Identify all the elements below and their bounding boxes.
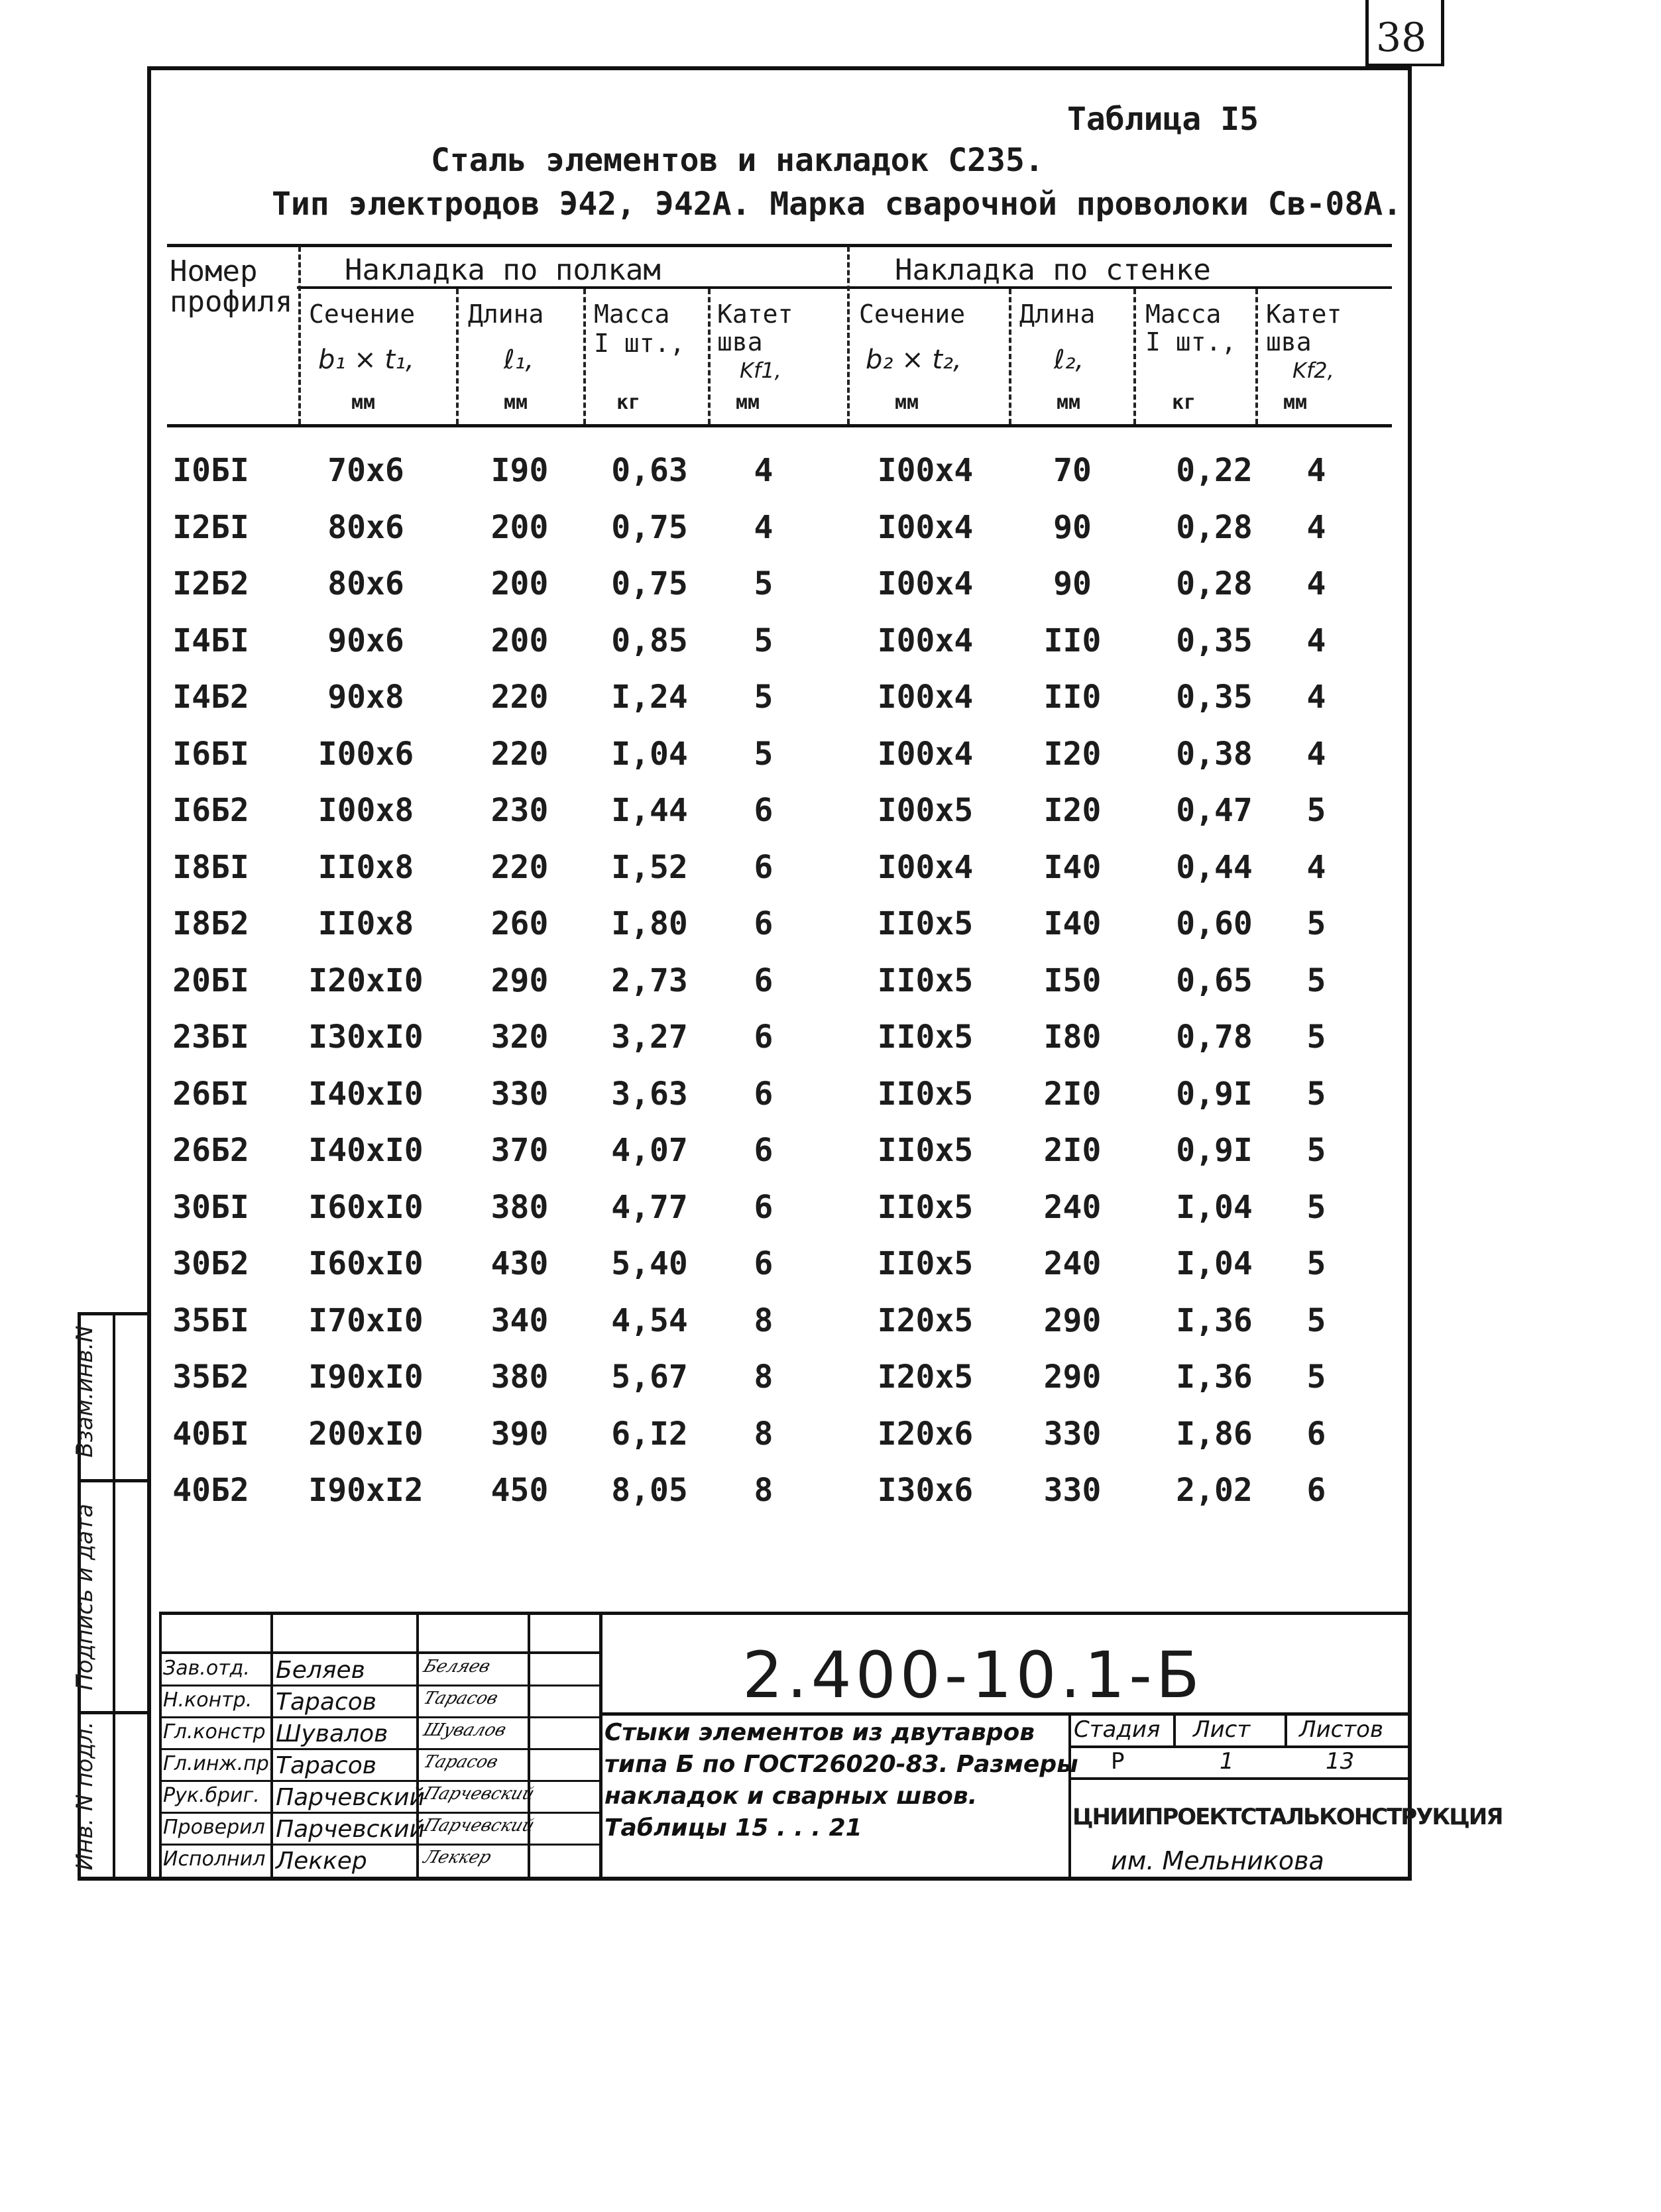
flange-length-cell: I90 <box>490 452 549 489</box>
web-mass-cell: 0,78 <box>1176 1019 1253 1056</box>
web-leg-cell: 6 <box>1306 1472 1326 1509</box>
flange-section-cell: I60xI0 <box>308 1188 424 1226</box>
web-section-cell: I00x4 <box>877 565 974 602</box>
web-section-cell: I20x6 <box>877 1415 974 1453</box>
flange-mass-cell: 6,I2 <box>611 1415 688 1453</box>
flange-mass-cell: 3,63 <box>611 1075 688 1113</box>
web-length-cell: 330 <box>1043 1415 1102 1453</box>
header-web-leg: Катет <box>1266 300 1342 329</box>
header-unit: мм <box>1283 391 1308 414</box>
flange-mass-cell: 8,05 <box>611 1472 688 1509</box>
flange-length-cell: 430 <box>490 1245 549 1282</box>
flange-leg-cell: 6 <box>754 905 773 942</box>
flange-section-cell: II0x8 <box>317 905 414 942</box>
staff-name: Леккер <box>276 1848 367 1875</box>
web-length-cell: 290 <box>1043 1301 1102 1339</box>
profile-number-cell: I2Б2 <box>172 565 249 602</box>
profile-number-cell: 26Б2 <box>172 1132 249 1169</box>
staff-role: Рук.бриг. <box>163 1784 260 1807</box>
header-flange-leg: шва <box>717 327 763 357</box>
header-profile: Номер <box>170 254 258 288</box>
web-section-cell: I00x4 <box>877 622 974 659</box>
flange-leg-cell: 5 <box>754 679 773 716</box>
header-web-mass: Масса <box>1145 300 1222 329</box>
flange-section-cell: 70x6 <box>327 452 404 489</box>
profile-number-cell: 35БI <box>172 1301 249 1339</box>
header-web-length-symbol: ℓ₂, <box>1054 345 1084 375</box>
flange-leg-cell: 5 <box>754 565 773 602</box>
description-line: Стыки элементов из двутавров <box>604 1719 1035 1746</box>
profile-number-cell: 30Б2 <box>172 1245 249 1282</box>
flange-section-cell: II0x8 <box>317 848 414 886</box>
web-section-cell: II0x5 <box>877 1245 974 1282</box>
flange-section-cell: I70xI0 <box>308 1301 424 1339</box>
document-code: 2.400-10.1-Б <box>742 1638 1204 1712</box>
web-leg-cell: 5 <box>1306 1019 1326 1056</box>
flange-length-cell: 290 <box>490 962 549 999</box>
header-web-section-symbol: b₂ × t₂, <box>866 345 962 375</box>
web-leg-cell: 4 <box>1306 452 1326 489</box>
staff-signature: Тарасов <box>421 1688 501 1708</box>
web-mass-cell: I,36 <box>1176 1358 1253 1396</box>
sheet-value: 1 <box>1220 1748 1234 1775</box>
web-mass-cell: 0,44 <box>1176 848 1253 886</box>
web-length-cell: I40 <box>1043 848 1102 886</box>
web-section-cell: II0x5 <box>877 962 974 999</box>
web-leg-cell: 5 <box>1306 1358 1326 1396</box>
header-unit: мм <box>1057 391 1081 414</box>
web-section-cell: I00x4 <box>877 679 974 716</box>
web-mass-cell: 0,35 <box>1176 622 1253 659</box>
flange-leg-cell: 6 <box>754 1245 773 1282</box>
side-swap-inv: Взам.инв.N <box>72 1325 98 1458</box>
web-mass-cell: 0,65 <box>1176 962 1253 999</box>
profile-number-cell: I8БI <box>172 848 249 886</box>
flange-mass-cell: 0,85 <box>611 622 688 659</box>
staff-signature: Шувалов <box>421 1720 509 1740</box>
web-leg-cell: 5 <box>1306 905 1326 942</box>
flange-section-cell: 200xI0 <box>308 1415 424 1453</box>
staff-role: Проверил <box>163 1816 265 1839</box>
staff-role: Гл.инж.пр. <box>163 1752 276 1775</box>
flange-length-cell: 220 <box>490 679 549 716</box>
side-sign-date: Подпись и дата <box>72 1504 98 1690</box>
flange-leg-cell: 6 <box>754 1019 773 1056</box>
web-length-cell: 240 <box>1043 1245 1102 1282</box>
flange-section-cell: I00x6 <box>317 735 414 773</box>
staff-role: Гл.констр <box>163 1720 266 1743</box>
flange-section-cell: I40xI0 <box>308 1132 424 1169</box>
page-number: 38 <box>1376 15 1427 61</box>
flange-length-cell: 390 <box>490 1415 549 1453</box>
web-length-cell: 240 <box>1043 1188 1102 1226</box>
web-length-cell: I80 <box>1043 1019 1102 1056</box>
flange-section-cell: 90x8 <box>327 679 404 716</box>
flange-mass-cell: 5,67 <box>611 1358 688 1396</box>
web-mass-cell: I,04 <box>1176 1245 1253 1282</box>
flange-mass-cell: 0,63 <box>611 452 688 489</box>
web-section-cell: I00x4 <box>877 848 974 886</box>
web-leg-cell: 5 <box>1306 1301 1326 1339</box>
flange-length-cell: 320 <box>490 1019 549 1056</box>
flange-leg-cell: 5 <box>754 735 773 773</box>
staff-signature: Парчевский <box>421 1816 537 1836</box>
web-length-cell: I20 <box>1043 735 1102 773</box>
flange-mass-cell: I,52 <box>611 848 688 886</box>
staff-name: Шувалов <box>276 1720 388 1747</box>
web-section-cell: I00x4 <box>877 452 974 489</box>
header-unit: мм <box>736 391 760 414</box>
flange-leg-cell: 6 <box>754 1188 773 1226</box>
web-section-cell: I30x6 <box>877 1472 974 1509</box>
profile-number-cell: 40Б2 <box>172 1472 249 1509</box>
profile-number-cell: 23БI <box>172 1019 249 1056</box>
web-leg-cell: 5 <box>1306 1075 1326 1113</box>
flange-leg-cell: 4 <box>754 508 773 546</box>
web-leg-cell: 5 <box>1306 792 1326 829</box>
web-mass-cell: 2,02 <box>1176 1472 1253 1509</box>
header-web-length: Длина <box>1019 300 1096 329</box>
flange-section-cell: I20xI0 <box>308 962 424 999</box>
web-length-cell: 2I0 <box>1043 1132 1102 1169</box>
staff-signature: Парчевский <box>421 1784 537 1804</box>
web-leg-cell: 4 <box>1306 565 1326 602</box>
web-leg-cell: 4 <box>1306 735 1326 773</box>
flange-leg-cell: 4 <box>754 452 773 489</box>
profile-number-cell: I4БI <box>172 622 249 659</box>
flange-leg-cell: 5 <box>754 622 773 659</box>
staff-signature: Беляев <box>421 1657 493 1677</box>
flange-length-cell: 450 <box>490 1472 549 1509</box>
web-mass-cell: 0,28 <box>1176 508 1253 546</box>
web-mass-cell: 0,38 <box>1176 735 1253 773</box>
flange-section-cell: 80x6 <box>327 565 404 602</box>
web-length-cell: I50 <box>1043 962 1102 999</box>
web-leg-cell: 4 <box>1306 848 1326 886</box>
web-leg-cell: 5 <box>1306 1188 1326 1226</box>
stage-value: Р <box>1111 1748 1125 1775</box>
web-section-cell: II0x5 <box>877 1132 974 1169</box>
staff-name: Тарасов <box>276 1752 376 1779</box>
flange-mass-cell: 5,40 <box>611 1245 688 1282</box>
flange-mass-cell: 4,77 <box>611 1188 688 1226</box>
header-web-leg-symbol: Kf2, <box>1292 358 1334 383</box>
flange-length-cell: 260 <box>490 905 549 942</box>
staff-name: Беляев <box>276 1657 365 1684</box>
flange-mass-cell: 0,75 <box>611 508 688 546</box>
flange-mass-cell: 3,27 <box>611 1019 688 1056</box>
header-web-leg: шва <box>1266 327 1312 357</box>
web-leg-cell: 6 <box>1306 1415 1326 1453</box>
web-mass-cell: I,36 <box>1176 1301 1253 1339</box>
staff-name: Парчевский <box>276 1784 425 1811</box>
profile-number-cell: 40БI <box>172 1415 249 1453</box>
header-flange-section: Сечение <box>309 300 416 329</box>
web-leg-cell: 5 <box>1306 962 1326 999</box>
staff-signature: Леккер <box>421 1848 494 1867</box>
flange-length-cell: 340 <box>490 1301 549 1339</box>
flange-length-cell: 380 <box>490 1358 549 1396</box>
flange-mass-cell: 0,75 <box>611 565 688 602</box>
flange-section-cell: 90x6 <box>327 622 404 659</box>
flange-mass-cell: I,80 <box>611 905 688 942</box>
profile-number-cell: I6Б2 <box>172 792 249 829</box>
flange-leg-cell: 6 <box>754 1075 773 1113</box>
flange-length-cell: 220 <box>490 848 549 886</box>
flange-section-cell: I30xI0 <box>308 1019 424 1056</box>
sheets-value: 13 <box>1326 1748 1355 1775</box>
web-length-cell: I40 <box>1043 905 1102 942</box>
web-section-cell: II0x5 <box>877 1075 974 1113</box>
header-flange-group: Накладка по полкам <box>345 253 661 287</box>
organization-subtitle: им. Мельникова <box>1111 1846 1324 1875</box>
flange-section-cell: I00x8 <box>317 792 414 829</box>
web-length-cell: I20 <box>1043 792 1102 829</box>
flange-section-cell: I90xI0 <box>308 1358 424 1396</box>
header-unit: кг <box>616 391 641 414</box>
flange-mass-cell: I,24 <box>611 679 688 716</box>
profile-number-cell: 35Б2 <box>172 1358 249 1396</box>
flange-length-cell: 380 <box>490 1188 549 1226</box>
profile-number-cell: I6БI <box>172 735 249 773</box>
header-flange-mass: Масса <box>594 300 670 329</box>
web-mass-cell: 0,47 <box>1176 792 1253 829</box>
web-leg-cell: 4 <box>1306 508 1326 546</box>
stage-label: Стадия <box>1074 1716 1161 1743</box>
flange-section-cell: I40xI0 <box>308 1075 424 1113</box>
flange-mass-cell: 4,54 <box>611 1301 688 1339</box>
header-flange-section-symbol: b₁ × t₁, <box>318 345 414 375</box>
header-profile: профиля <box>170 285 293 319</box>
web-length-cell: 90 <box>1053 508 1092 546</box>
web-mass-cell: I,04 <box>1176 1188 1253 1226</box>
flange-leg-cell: 6 <box>754 962 773 999</box>
header-unit: мм <box>504 391 528 414</box>
flange-mass-cell: 2,73 <box>611 962 688 999</box>
staff-name: Тарасов <box>276 1688 376 1716</box>
web-section-cell: II0x5 <box>877 905 974 942</box>
web-section-cell: I00x5 <box>877 792 974 829</box>
web-section-cell: II0x5 <box>877 1019 974 1056</box>
profile-number-cell: I2БI <box>172 508 249 546</box>
web-mass-cell: 0,9I <box>1176 1075 1253 1113</box>
flange-length-cell: 330 <box>490 1075 549 1113</box>
staff-signature: Тарасов <box>421 1752 501 1772</box>
flange-leg-cell: 8 <box>754 1301 773 1339</box>
web-length-cell: 330 <box>1043 1472 1102 1509</box>
web-section-cell: I00x4 <box>877 735 974 773</box>
web-leg-cell: 4 <box>1306 679 1326 716</box>
web-leg-cell: 5 <box>1306 1132 1326 1169</box>
table-label: Таблица I5 <box>1067 101 1259 138</box>
staff-role: Н.контр. <box>163 1688 253 1712</box>
profile-number-cell: I0БI <box>172 452 249 489</box>
header-web-mass: I шт., <box>1145 327 1237 357</box>
flange-mass-cell: I,04 <box>611 735 688 773</box>
flange-length-cell: 200 <box>490 565 549 602</box>
flange-leg-cell: 8 <box>754 1358 773 1396</box>
header-flange-leg: Катет <box>717 300 793 329</box>
flange-length-cell: 200 <box>490 622 549 659</box>
sheets-label: Листов <box>1299 1716 1384 1743</box>
header-unit: мм <box>351 391 376 414</box>
staff-role: Исполнил <box>163 1848 266 1871</box>
header-unit: кг <box>1172 391 1196 414</box>
description-line: Таблицы 15 . . . 21 <box>604 1814 862 1842</box>
web-mass-cell: 0,60 <box>1176 905 1253 942</box>
flange-leg-cell: 6 <box>754 848 773 886</box>
flange-mass-cell: 4,07 <box>611 1132 688 1169</box>
flange-length-cell: 200 <box>490 508 549 546</box>
sheet-label: Лист <box>1193 1716 1251 1743</box>
header-web-group: Накладка по стенке <box>895 253 1211 287</box>
staff-role: Зав.отд. <box>163 1657 250 1680</box>
flange-leg-cell: 6 <box>754 1132 773 1169</box>
web-section-cell: II0x5 <box>877 1188 974 1226</box>
side-inv-orig: Инв. N подл. <box>72 1721 98 1871</box>
web-length-cell: II0 <box>1043 679 1102 716</box>
flange-section-cell: 80x6 <box>327 508 404 546</box>
web-mass-cell: 0,9I <box>1176 1132 1253 1169</box>
organization-name: ЦНИИПРОЕКТСТАЛЬКОНСТРУКЦИЯ <box>1072 1804 1503 1830</box>
table-title-line2: Тип электродов Э42, Э42А. Марка сварочной проволоки Св-08А. <box>272 186 1403 223</box>
header-flange-mass: I шт., <box>594 329 685 358</box>
description-line: накладок и сварных швов. <box>604 1783 978 1810</box>
profile-number-cell: 26БI <box>172 1075 249 1113</box>
flange-length-cell: 370 <box>490 1132 549 1169</box>
header-flange-length-symbol: ℓ₁, <box>504 345 534 375</box>
flange-section-cell: I60xI0 <box>308 1245 424 1282</box>
flange-mass-cell: I,44 <box>611 792 688 829</box>
web-section-cell: I20x5 <box>877 1301 974 1339</box>
profile-number-cell: 20БI <box>172 962 249 999</box>
profile-number-cell: 30БI <box>172 1188 249 1226</box>
flange-section-cell: I90xI2 <box>308 1472 424 1509</box>
web-leg-cell: 4 <box>1306 622 1326 659</box>
table-title-line1: Сталь элементов и накладок С235. <box>431 142 1044 179</box>
flange-leg-cell: 8 <box>754 1472 773 1509</box>
web-mass-cell: I,86 <box>1176 1415 1253 1453</box>
header-unit: мм <box>895 391 919 414</box>
flange-length-cell: 220 <box>490 735 549 773</box>
header-flange-leg-symbol: Kf1, <box>740 358 781 383</box>
flange-leg-cell: 8 <box>754 1415 773 1453</box>
web-mass-cell: 0,28 <box>1176 565 1253 602</box>
web-section-cell: I20x5 <box>877 1358 974 1396</box>
description-line: типа Б по ГОСТ26020-83. Размеры <box>604 1751 1078 1778</box>
flange-leg-cell: 6 <box>754 792 773 829</box>
web-length-cell: 290 <box>1043 1358 1102 1396</box>
web-length-cell: II0 <box>1043 622 1102 659</box>
web-mass-cell: 0,22 <box>1176 452 1253 489</box>
staff-name: Парчевский <box>276 1816 425 1843</box>
header-flange-length: Длина <box>468 300 544 329</box>
web-leg-cell: 5 <box>1306 1245 1326 1282</box>
flange-length-cell: 230 <box>490 792 549 829</box>
profile-number-cell: I4Б2 <box>172 679 249 716</box>
web-length-cell: 2I0 <box>1043 1075 1102 1113</box>
web-length-cell: 70 <box>1053 452 1092 489</box>
web-section-cell: I00x4 <box>877 508 974 546</box>
header-web-section: Сечение <box>859 300 966 329</box>
web-mass-cell: 0,35 <box>1176 679 1253 716</box>
profile-number-cell: I8Б2 <box>172 905 249 942</box>
web-length-cell: 90 <box>1053 565 1092 602</box>
